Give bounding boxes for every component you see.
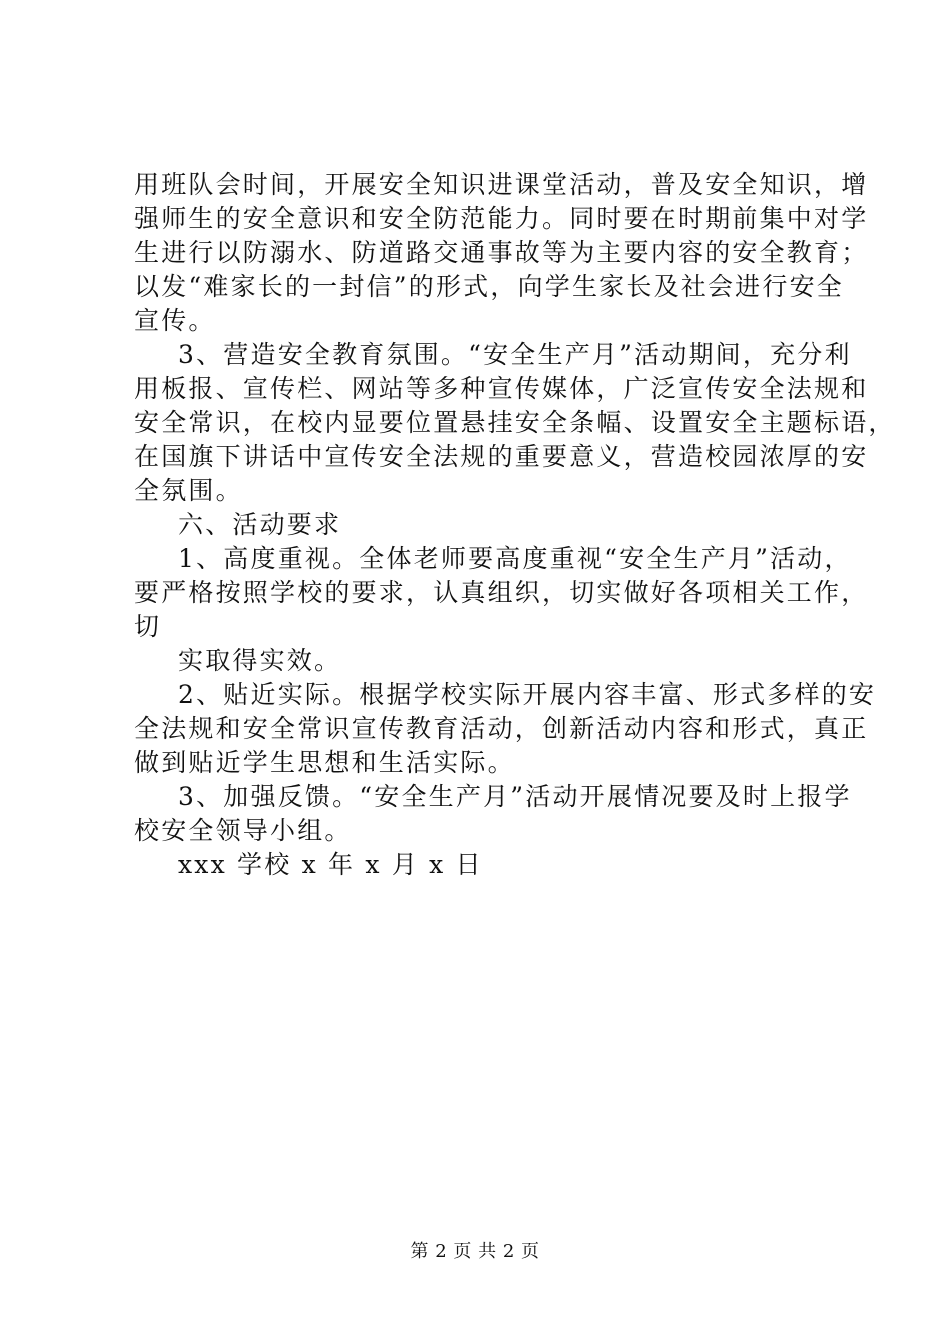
text-line: 3、营造安全教育氛围。“安全生产月”活动期间，充分利: [178, 340, 852, 369]
text-line: 3、加强反馈。“安全生产月”活动开展情况要及时上报学: [178, 782, 852, 811]
text-line: xxx 学校 x 年 x 月 x 日: [178, 850, 483, 879]
text-line: 用板报、宣传栏、网站等多种宣传媒体，广泛宣传安全法规和: [134, 374, 869, 403]
text-line: 全氛围。: [134, 476, 243, 505]
text-line: 2、贴近实际。根据学校实际开展内容丰富、形式多样的安: [178, 680, 877, 709]
text-line: 用班队会时间，开展安全知识进课堂活动，普及安全知识，增: [134, 170, 869, 199]
text-line: 以发“难家长的一封信”的形式，向学生家长及社会进行安全: [134, 272, 844, 301]
text-line: 要严格按照学校的要求，认真组织，切实做好各项相关工作，: [134, 578, 869, 607]
text-line: 做到贴近学生思想和生活实际。: [134, 748, 515, 777]
text-line: 宣传。: [134, 306, 216, 335]
page-footer: 第 2 页 共 2 页: [410, 1241, 540, 1262]
text-line: 校安全领导小组。: [134, 816, 352, 845]
text-line: 1、高度重视。全体老师要高度重视“安全生产月”活动，: [178, 544, 852, 573]
document-body: [134, 168, 896, 882]
text-line: 全法规和安全常识宣传教育活动，创新活动内容和形式，真正: [134, 714, 869, 743]
text-line: 实取得实效。: [178, 646, 342, 675]
text-line: 生进行以防溺水、防道路交通事故等为主要内容的安全教育；: [134, 238, 869, 267]
text-line: 切: [134, 612, 162, 641]
text-line: 在国旗下讲话中宣传安全法规的重要意义，营造校园浓厚的安: [134, 442, 869, 471]
text-line: 六、活动要求: [178, 510, 342, 539]
text-line: 强师生的安全意识和安全防范能力。同时要在时期前集中对学: [134, 204, 869, 233]
text-line: 安全常识，在校内显要位置悬挂安全条幅、设置安全主题标语，: [134, 408, 896, 437]
